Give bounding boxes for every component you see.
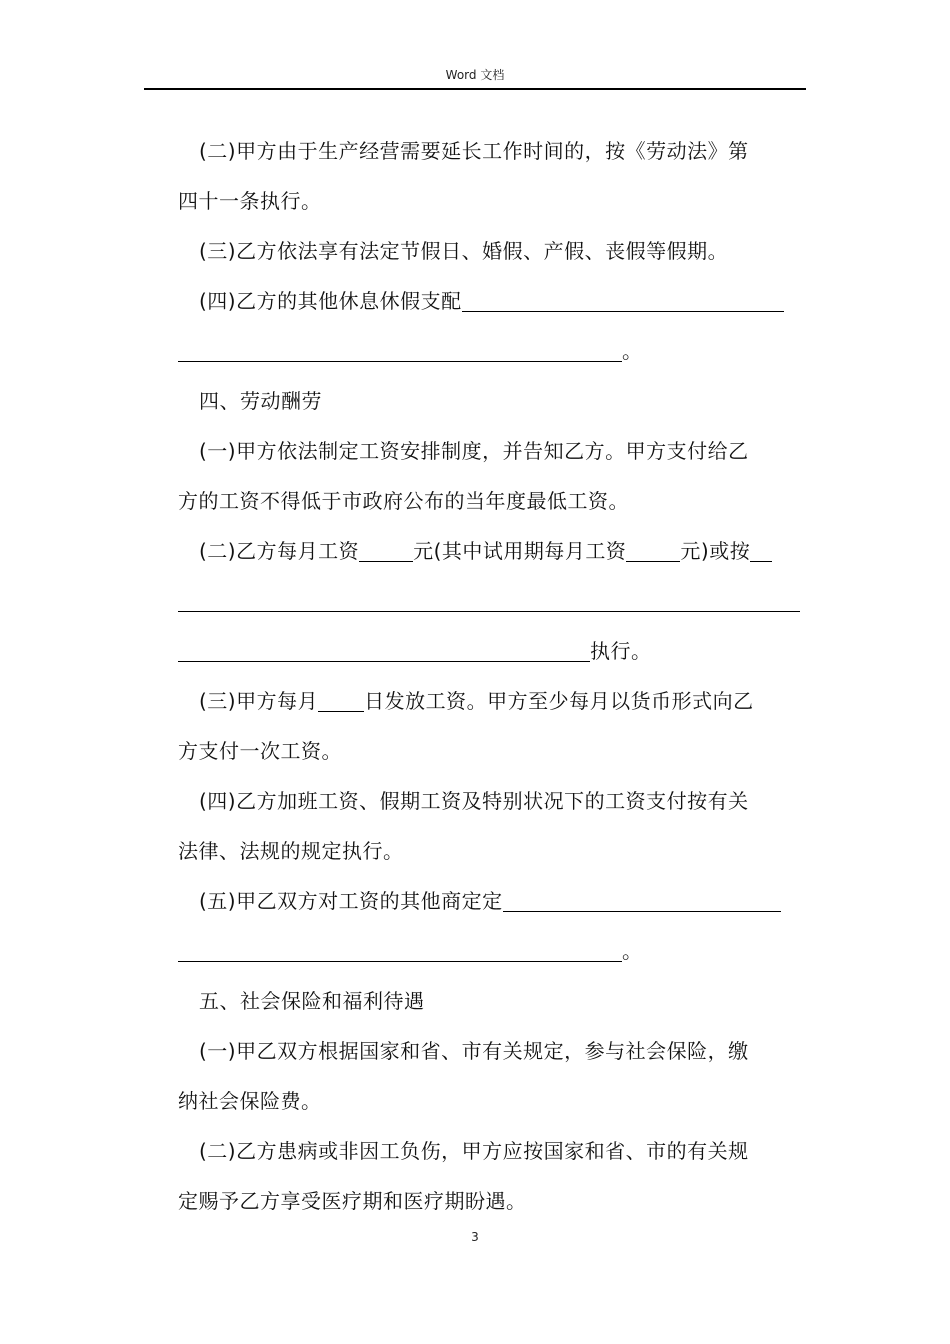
paragraph-line: (二)乙方患病或非因工负伤，甲方应按国家和省、市的有关规	[199, 1139, 749, 1163]
line-text: 元)或按	[680, 539, 751, 563]
page-number: 3	[471, 1230, 479, 1244]
paragraph-line: (四)乙方加班工资、假期工资及特别状况下的工资支付按有关	[199, 789, 749, 813]
line-text: 执行。	[590, 639, 652, 663]
fill-blank	[359, 540, 413, 562]
paragraph-line: (二)甲方由于生产经营需要延长工作时间的，按《劳动法》第	[199, 139, 749, 163]
line-text: (三)甲方每月	[199, 689, 319, 713]
fill-blank	[178, 940, 622, 962]
paragraph-line: 纳社会保险费。	[178, 1089, 322, 1113]
fill-blank	[178, 590, 800, 612]
paragraph-line	[178, 926, 803, 976]
paragraph-line: 定赐予乙方享受医疗期和医疗期盼遇。	[178, 1189, 527, 1213]
paragraph-line: 法律、法规的规定执行。	[178, 839, 404, 863]
fill-blank	[462, 290, 784, 312]
fill-blank	[750, 540, 772, 562]
paragraph-line	[178, 676, 803, 726]
paragraph-line: 方的工资不得低于市政府公布的当年度最低工资。	[178, 489, 629, 513]
paragraph-line: 方支付一次工资。	[178, 739, 342, 763]
paragraph-line: 四十一条执行。	[178, 189, 322, 213]
fill-blank	[503, 890, 781, 912]
paragraph-line	[178, 876, 803, 926]
fill-blank	[178, 340, 622, 362]
line-text: 。	[622, 339, 643, 363]
fill-blank	[318, 690, 364, 712]
line-text: (四)乙方的其他休息休假支配	[199, 289, 462, 313]
line-text: 元(其中试用期每月工资	[413, 539, 627, 563]
fill-blank	[178, 640, 590, 662]
line-text: (二)乙方每月工资	[199, 539, 360, 563]
paragraph-line	[178, 576, 803, 626]
line-text: 日发放工资。甲方至少每月以货币形式向乙	[364, 689, 754, 713]
paragraph-line: (一)甲乙双方根据国家和省、市有关规定，参与社会保险，缴	[199, 1039, 749, 1063]
paragraph-line	[178, 276, 803, 326]
section-heading: 四、劳动酬劳	[199, 389, 322, 413]
paragraph-line	[178, 326, 803, 376]
header-title: Word 文档	[445, 68, 505, 82]
line-text: (五)甲乙双方对工资的其他商定定	[199, 889, 503, 913]
page-header	[144, 62, 806, 90]
fill-blank	[626, 540, 680, 562]
section-heading: 五、社会保险和福利待遇	[199, 989, 425, 1013]
document-body	[178, 126, 803, 1226]
paragraph-line	[178, 626, 803, 676]
paragraph-line: (三)乙方依法享有法定节假日、婚假、产假、丧假等假期。	[199, 239, 729, 263]
paragraph-line: (一)甲方依法制定工资安排制度，并告知乙方。甲方支付给乙	[199, 439, 749, 463]
line-text: 。	[622, 939, 643, 963]
paragraph-line	[178, 526, 803, 576]
